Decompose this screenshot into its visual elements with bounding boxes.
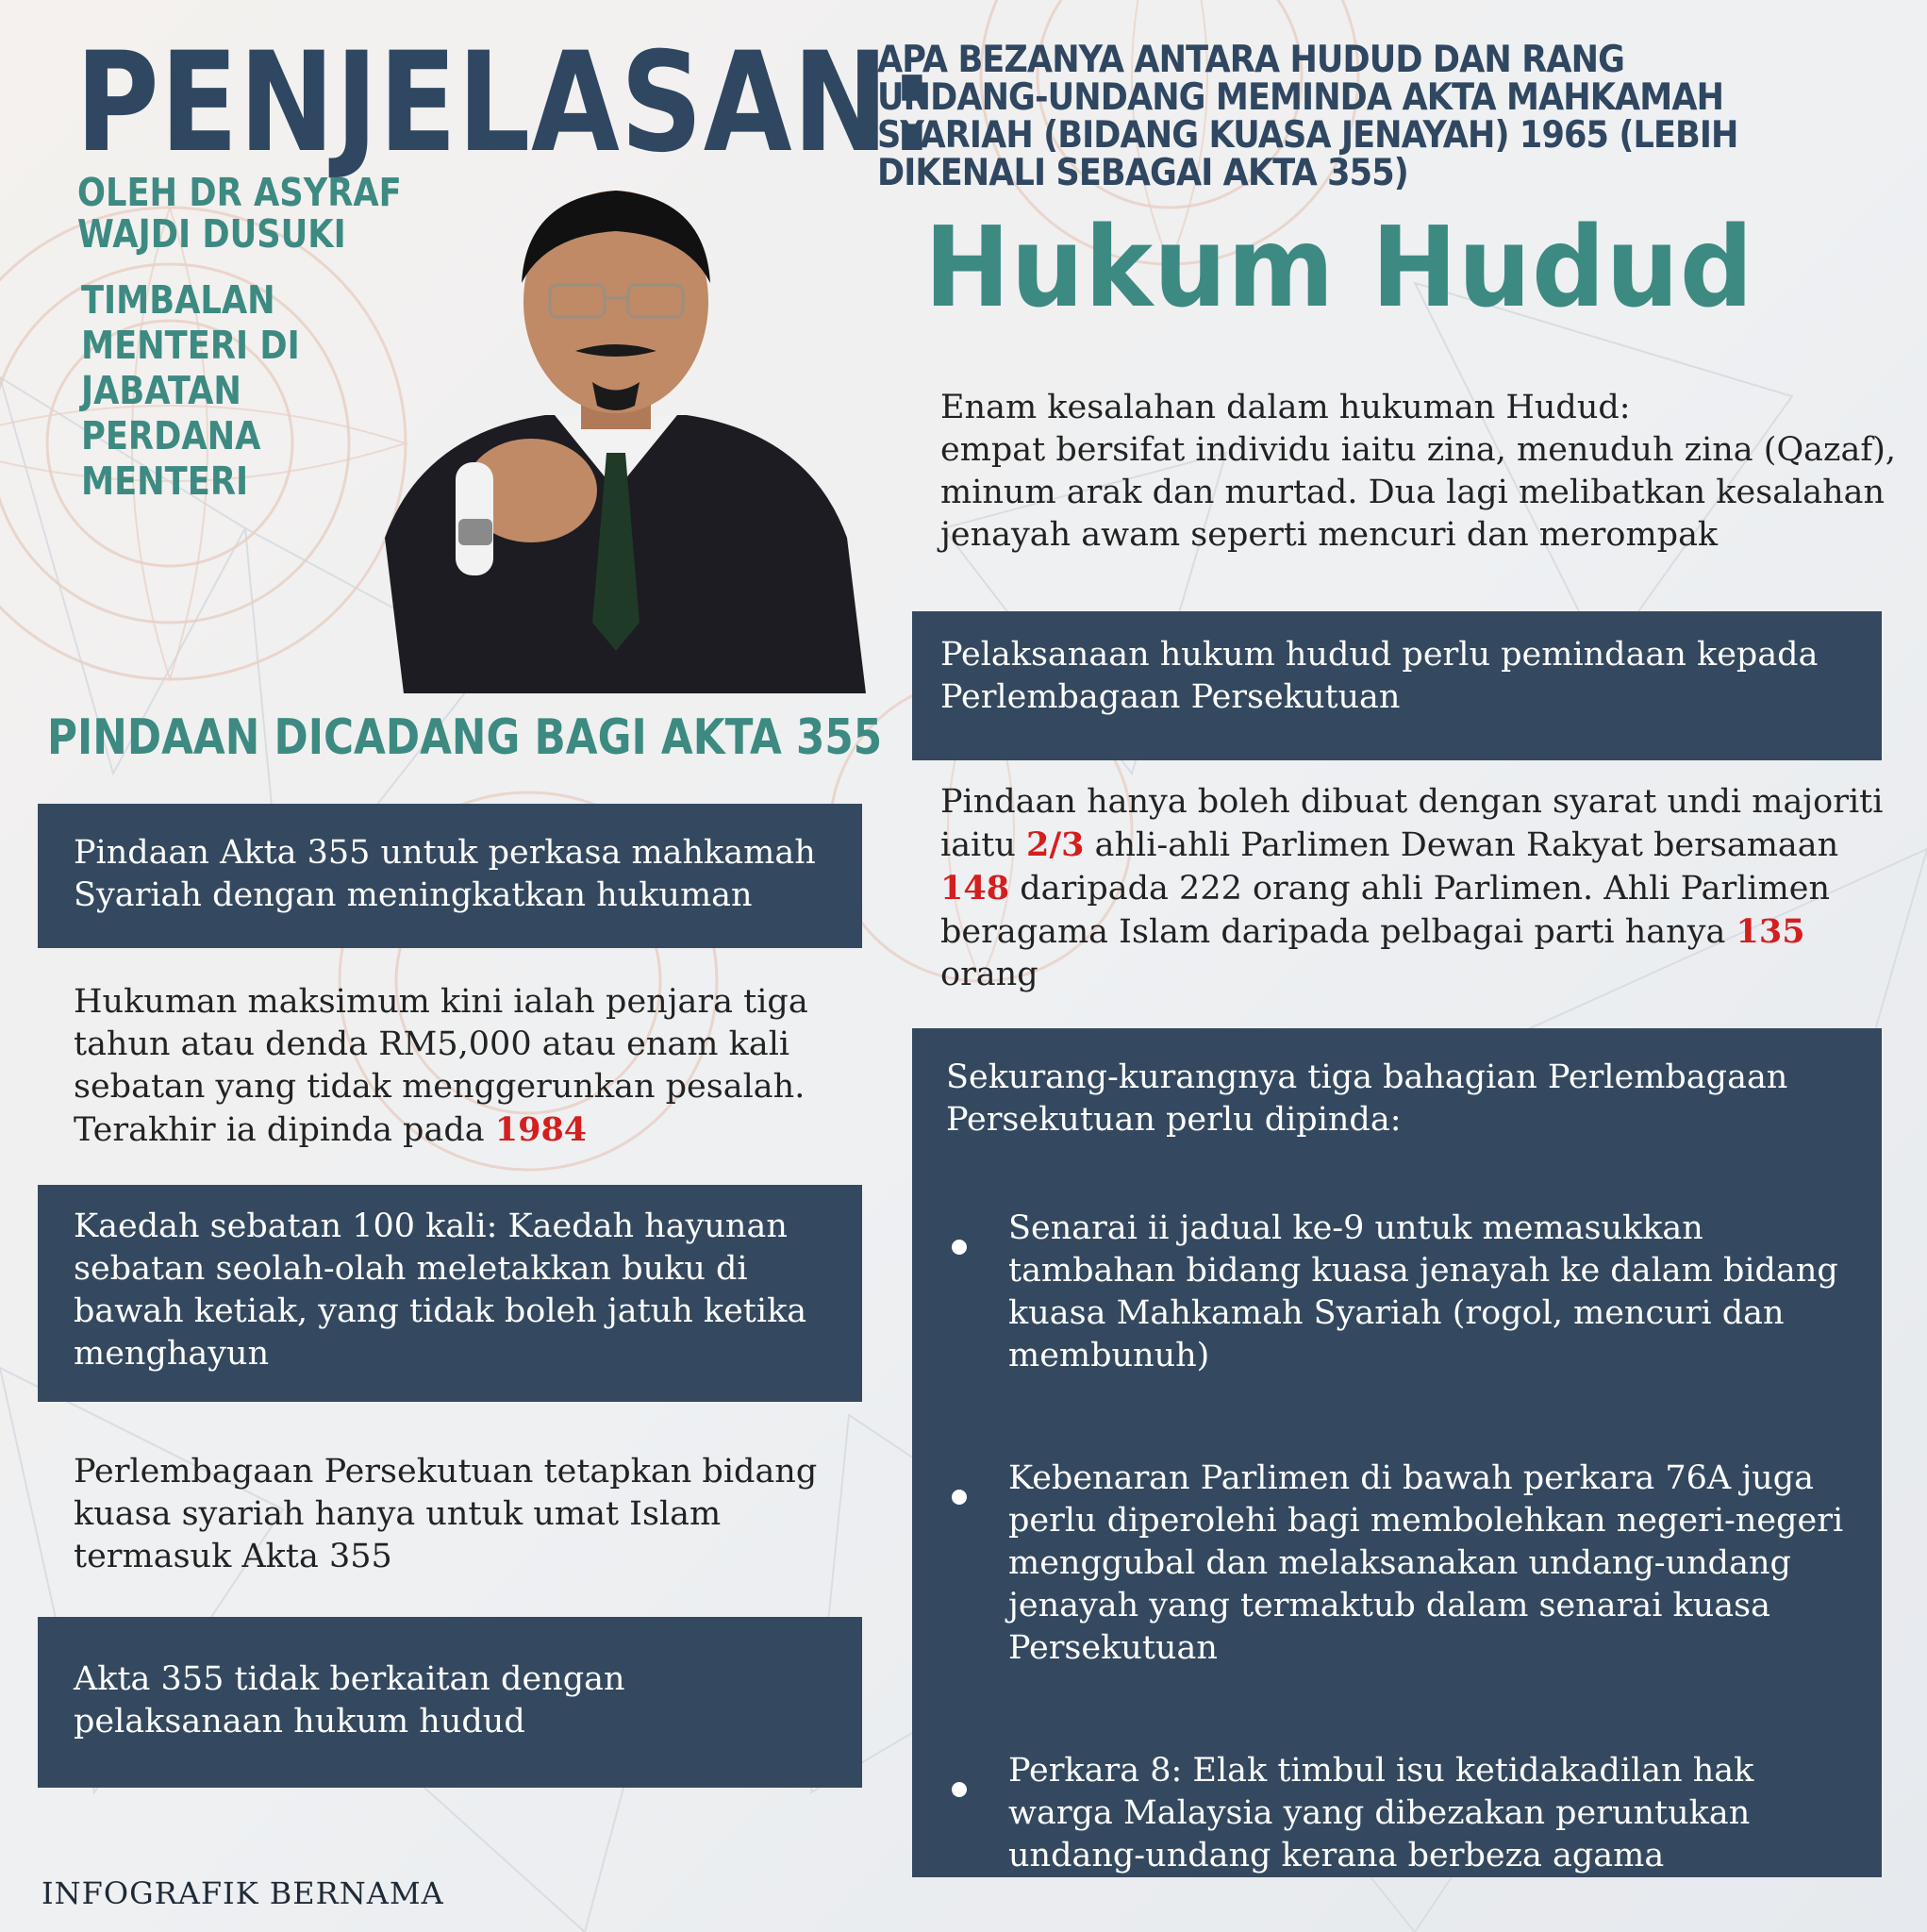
hudud-intro-body: empat bersifat individu iaitu zina, menuduh zina (Qazaf), minum arak dan murtad. Dua lagi melibatkan kesalahan jenayah awam seperti mencuri dan merompak xyxy=(940,431,1897,554)
majority-part2: ahli-ahli Parlimen Dewan Rakyat bersamaan xyxy=(1084,826,1839,864)
author-position: TIMBALAN MENTERI DI JABATAN PERDANA MENTERI xyxy=(81,277,300,504)
akta-constitution-text: Perlembagaan Persekutuan tetapkan bidang kuasa syariah hanya untuk umat Islam termasuk Akta 355 xyxy=(74,1453,818,1575)
akta-penalty-text xyxy=(74,981,856,1152)
bullet-icon xyxy=(952,1240,967,1255)
hudud-amendment-text: Pelaksanaan hukum hudud perlu pemindaan kepada Perlembagaan Persekutuan xyxy=(940,636,1819,716)
muslim-mp-count: 135 xyxy=(1736,912,1805,951)
list-item xyxy=(912,1750,1848,1877)
bullet-icon xyxy=(952,1782,967,1797)
hudud-majority-text xyxy=(940,781,1912,996)
majority-part3: daripada 222 orang ahli Parlimen. Ahli Parlimen beragama Islam daripada pelbagai parti hanya xyxy=(940,870,1831,951)
akta-purpose-box xyxy=(38,804,862,948)
list-item-text: Perkara 8: Elak timbul isu ketidakadilan hak warga Malaysia yang dibezakan peruntukan undang-undang kerana berbeza agama xyxy=(1008,1752,1754,1874)
header-subtitle: APA BEZANYA ANTARA HUDUD DAN RANG UNDANG-UNDANG MEMINDA AKTA MAHKAMAH SYARIAH (BIDANG KUASA JENAYAH) 1965 (LEBIH DIKENALI SEBAGAI AKTA 355) xyxy=(877,39,1738,194)
majority-part1: Pindaan hanya boleh dibuat dengan syarat undi majoriti iaitu xyxy=(940,783,1884,864)
list-item-text: Kebenaran Parlimen di bawah perkara 76A juga perlu diperolehi bagi membolehkan negeri-negeri menggubal dan melaksanakan undang-undang jenayah yang termaktub dalam senarai kuasa Persekutuan xyxy=(1008,1459,1844,1667)
hudud-intro-title: Enam kesalahan dalam hukuman Hudud: xyxy=(940,389,1631,426)
constitution-amendments-intro: Sekurang-kurangnya tiga bahagian Perlembagaan Persekutuan perlu dipinda: xyxy=(946,1058,1788,1139)
hudud-amendment-box xyxy=(912,611,1882,760)
hudud-heading: Hukum Hudud xyxy=(924,202,1754,332)
bullet-icon xyxy=(952,1490,967,1505)
hudud-intro xyxy=(940,387,1912,557)
akta-hudud-box xyxy=(38,1617,862,1788)
penalty-body: Hukuman maksimum kini ialah penjara tiga tahun atau denda RM5,000 atau enam kali sebatan yang tidak menggerunkan pesalah. Terakhir ia dipinda pada xyxy=(74,983,808,1149)
footer-credit: INFOGRAFIK BERNAMA xyxy=(42,1875,444,1911)
list-item xyxy=(912,1457,1848,1670)
akta-heading: PINDAAN DICADANG BAGI AKTA 355 xyxy=(47,709,883,766)
list-item xyxy=(912,1208,1848,1377)
majority-count: 148 xyxy=(940,869,1010,908)
main-title: PENJELASAN: xyxy=(75,23,936,183)
akta-caning-text: Kaedah sebatan 100 kali: Kaedah hayunan sebatan seolah-olah meletakkan buku di bawah ketiak, yang tidak boleh jatuh ketika menghayun xyxy=(74,1208,807,1373)
majority-part4: orang xyxy=(940,956,1038,993)
constitution-amendments-list xyxy=(912,1208,1848,1877)
list-item-text: Senarai ii jadual ke-9 untuk memasukkan tambahan bidang kuasa jenayah ke dalam bidang kuasa Mahkamah Syariah (rogol, mencuri dan membunuh) xyxy=(1008,1209,1838,1374)
akta-hudud-text: Akta 355 tidak berkaitan dengan pelaksanaan hukum hudud xyxy=(74,1660,625,1740)
penalty-year: 1984 xyxy=(494,1110,588,1149)
constitution-amendments-box xyxy=(912,1028,1882,1877)
akta-purpose-text: Pindaan Akta 355 untuk perkasa mahkamah Syariah dengan meningkatkan hukuman xyxy=(74,834,816,914)
author-portrait xyxy=(366,179,866,693)
author-byline: OLEH DR ASYRAF WAJDI DUSUKI xyxy=(77,170,402,257)
akta-caning-box xyxy=(38,1185,862,1402)
majority-fraction: 2/3 xyxy=(1026,825,1085,864)
